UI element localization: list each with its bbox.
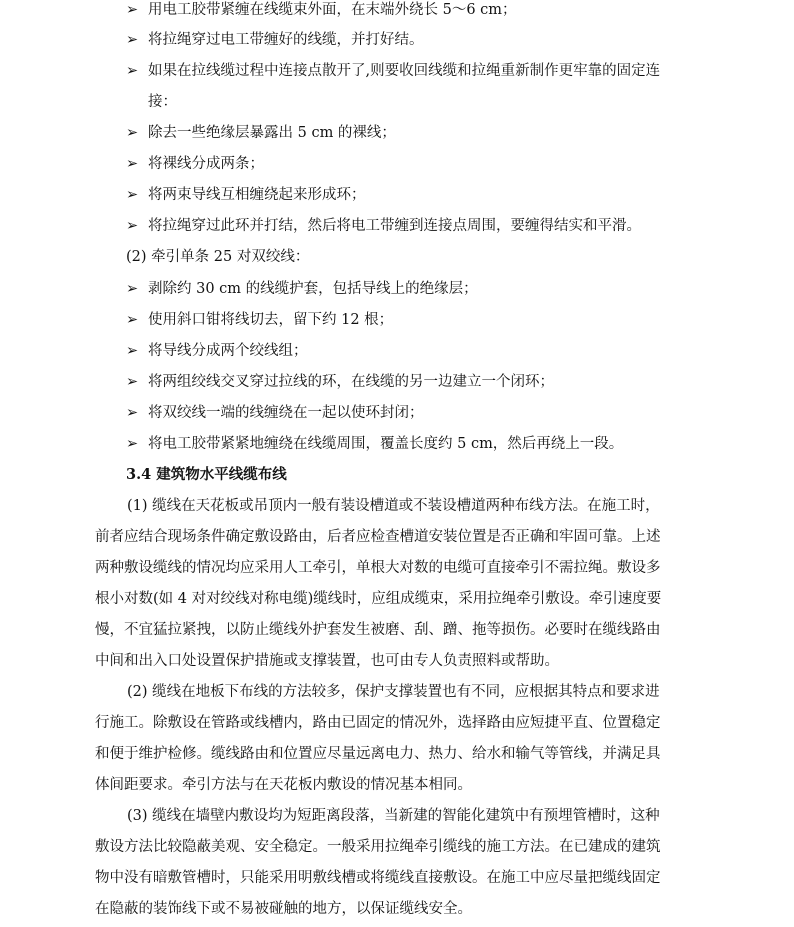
paragraph-line: (3) 缆线在墙壁内敷设均为短距离段落，当新建的智能化建筑中有预埋管槽时，这种: [127, 808, 660, 824]
arrow-bullet-icon: ➢: [126, 63, 139, 79]
bullet-text: 使用斜口钳将线切去，留下约 12 根；: [148, 312, 394, 328]
arrow-bullet-icon: ➢: [126, 281, 139, 297]
arrow-bullet-icon: ➢: [126, 436, 139, 452]
bullet-text: 将拉绳穿过此环并打结，然后将电工带缠到连接点周围，要缠得结实和平滑。: [148, 218, 641, 234]
paragraph-line: 和便于维护检修。缆线路由和位置应尽量远离电力、热力、给水和输气等管线，并满足具: [95, 746, 661, 762]
bullet-text: 将两组绞线交叉穿过拉线的环，在线缆的另一边建立一个闭环；: [148, 374, 554, 390]
paragraph-line: 中间和出入口处设置保护措施或支撑装置，也可由专人负责照料或帮助。: [95, 653, 559, 669]
bullet-text: 剥除约 30 cm 的线缆护套，包括导线上的绝缘层；: [148, 281, 478, 297]
bullet-text: 将电工胶带紧紧地缠绕在线缆周围，覆盖长度约 5 cm，然后再绕上一段。: [148, 436, 624, 452]
paragraph-line: 慢，不宜猛拉紧拽，以防止缆线外护套发生被磨、刮、蹭、拖等损伤。必要时在缆线路由: [95, 622, 661, 638]
paragraph-line: 行施工。除敷设在管路或线槽内，路由已固定的情况外，选择路由应短捷平直、位置稳定: [95, 715, 661, 731]
arrow-bullet-icon: ➢: [126, 218, 139, 234]
arrow-bullet-icon: ➢: [126, 343, 139, 359]
paragraph-line: (1) 缆线在天花板或吊顶内一般有装设槽道或不装设槽道两种布线方法。在施工时，: [127, 498, 660, 514]
bullet-text: 将裸线分成两条；: [148, 156, 264, 172]
bullet-text: 将拉绳穿过电工带缠好的线缆，并打好结。: [148, 32, 424, 48]
bullet-text: 将双绞线一端的线缠绕在一起以使环封闭；: [148, 405, 424, 421]
arrow-bullet-icon: ➢: [126, 156, 139, 172]
bullet-text: 将导线分成两个绞线组；: [148, 343, 308, 359]
bullet-text: 用电工胶带紧缠在线缆束外面，在末端外绕长 5～6 cm；: [148, 2, 517, 18]
paragraph-line: 体间距要求。牵引方法与在天花板内敷设的情况基本相同。: [95, 777, 472, 793]
paragraph-line: 物中没有暗敷管槽时，只能采用明敷线槽或将缆线直接敷设。在施工中应尽量把缆线固定: [95, 870, 661, 886]
bullet-continuation: 接：: [148, 94, 177, 110]
arrow-bullet-icon: ➢: [126, 312, 139, 328]
paragraph-line: 在隐蔽的装饰线下或不易被碰触的地方，以保证缆线安全。: [95, 901, 472, 917]
arrow-bullet-icon: ➢: [126, 32, 139, 48]
bullet-text: 如果在拉线缆过程中连接点散开了,则要收回线缆和拉绳重新制作更牢靠的固定连: [148, 63, 661, 79]
paragraph-line: 敷设方法比较隐蔽美观、安全稳定。一般采用拉绳牵引缆线的施工方法。在已建成的建筑: [95, 839, 661, 855]
paragraph-line: 根小对数(如 4 对对绞线对称电缆)缆线时，应组成缆束，采用拉绳牵引敷设。牵引速度要: [95, 591, 662, 607]
arrow-bullet-icon: ➢: [126, 374, 139, 390]
bullet-text: 除去一些绝缘层暴露出 5 cm 的裸线；: [148, 125, 396, 141]
arrow-bullet-icon: ➢: [126, 187, 139, 203]
arrow-bullet-icon: ➢: [126, 125, 139, 141]
sub-item-heading: (2) 牵引单条 25 对双绞线：: [126, 249, 310, 265]
arrow-bullet-icon: ➢: [126, 405, 139, 421]
paragraph-line: 前者应结合现场条件确定敷设路由，后者应检查槽道安装位置是否正确和牢固可靠。上述: [95, 529, 661, 545]
paragraph-line: (2) 缆线在地板下布线的方法较多，保护支撑装置也有不同，应根据其特点和要求进: [127, 684, 660, 700]
arrow-bullet-icon: ➢: [126, 2, 139, 18]
bullet-text: 将两束导线互相缠绕起来形成环；: [148, 187, 366, 203]
paragraph-line: 两种敷设缆线的情况均应采用人工牵引，单根大对数的电缆可直接牵引不需拉绳。敷设多: [95, 560, 661, 576]
section-heading: 3.4 建筑物水平线缆布线: [126, 466, 287, 483]
